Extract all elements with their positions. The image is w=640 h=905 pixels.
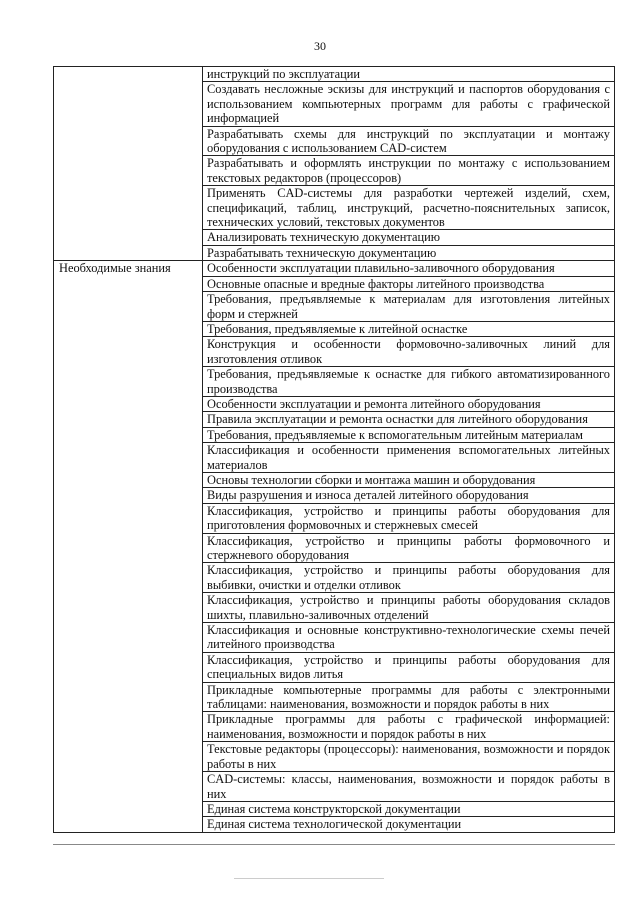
list-item: Особенности эксплуатации плавильно-заливочного оборудования [203,261,615,276]
list-item: Классификация, устройство и принципы работы оборудования для приготовления формовочных и стержневых смесей [203,503,615,533]
list-item: Классификация, устройство и принципы работы оборудования для выбивки, очистки и отделки отливок [203,563,615,593]
list-item: Единая система конструкторской документации [203,801,615,816]
list-item: Правила эксплуатации и ремонта оснастки для литейного оборудования [203,412,615,427]
list-item: Основные опасные и вредные факторы литейного производства [203,276,615,291]
list-item: Анализировать техническую документацию [203,230,615,245]
list-item: Разрабатывать техническую документацию [203,245,615,260]
footer-divider [53,844,615,845]
skills-label-cell [54,67,203,261]
list-item: Классификация, устройство и принципы работы оборудования для специальных видов литья [203,652,615,682]
list-item: Создавать несложные эскизы для инструкций и паспортов оборудования с использованием компьютерных программ для работы с графической информацией [203,82,615,126]
scan-edge-line [234,878,384,879]
list-item: Особенности эксплуатации и ремонта литейного оборудования [203,396,615,411]
list-item: Текстовые редакторы (процессоры): наименования, возможности и порядок работы в них [203,742,615,772]
list-item: Разрабатывать и оформлять инструкции по монтажу с использованием текстовых редакторов (процессоров) [203,156,615,186]
table-row [54,261,615,276]
list-item: Классификация и особенности применения вспомогательных литейных материалов [203,443,615,473]
list-item: Требования, предъявляемые к вспомогательным литейным материалам [203,427,615,442]
list-item: Прикладные программы для работы с графической информацией: наименования, возможности и порядок работы в них [203,712,615,742]
list-item: Классификация и основные конструктивно-технологические схемы печей литейного производства [203,623,615,653]
page-number: 30 [314,39,326,53]
knowledge-label-cell: Необходимые знания [54,261,203,832]
list-item: Разрабатывать схемы для инструкций по эксплуатации и монтажу оборудования с использованием CAD-систем [203,126,615,156]
list-item: Конструкция и особенности формовочно-заливочных линий для изготовления отливок [203,337,615,367]
requirements-table [53,66,615,833]
list-item: Требования, предъявляемые к материалам для изготовления литейных форм и стержней [203,292,615,322]
list-item: Классификация, устройство и принципы работы оборудования складов шихты, плавильно-заливочных отделений [203,593,615,623]
list-item: CAD-системы: классы, наименования, возможности и порядок работы в них [203,772,615,802]
list-item: Основы технологии сборки и монтажа машин и оборудования [203,472,615,487]
list-item: Требования, предъявляемые к литейной оснастке [203,321,615,336]
list-item: инструкций по эксплуатации [203,67,615,82]
table-row [54,67,615,82]
list-item: Классификация, устройство и принципы работы формовочного и стержневого оборудования [203,533,615,563]
list-item: Виды разрушения и износа деталей литейного оборудования [203,488,615,503]
list-item: Требования, предъявляемые к оснастке для гибкого автоматизированного производства [203,367,615,397]
list-item: Единая система технологической документации [203,817,615,832]
list-item: Применять CAD-системы для разработки чертежей изделий, схем, спецификаций, таблиц, инструкций, расчетно-пояснительных записок, технических условий, текстовых документов [203,186,615,230]
list-item: Прикладные компьютерные программы для работы с электронными таблицами: наименования, возможности и порядок работы в них [203,682,615,712]
